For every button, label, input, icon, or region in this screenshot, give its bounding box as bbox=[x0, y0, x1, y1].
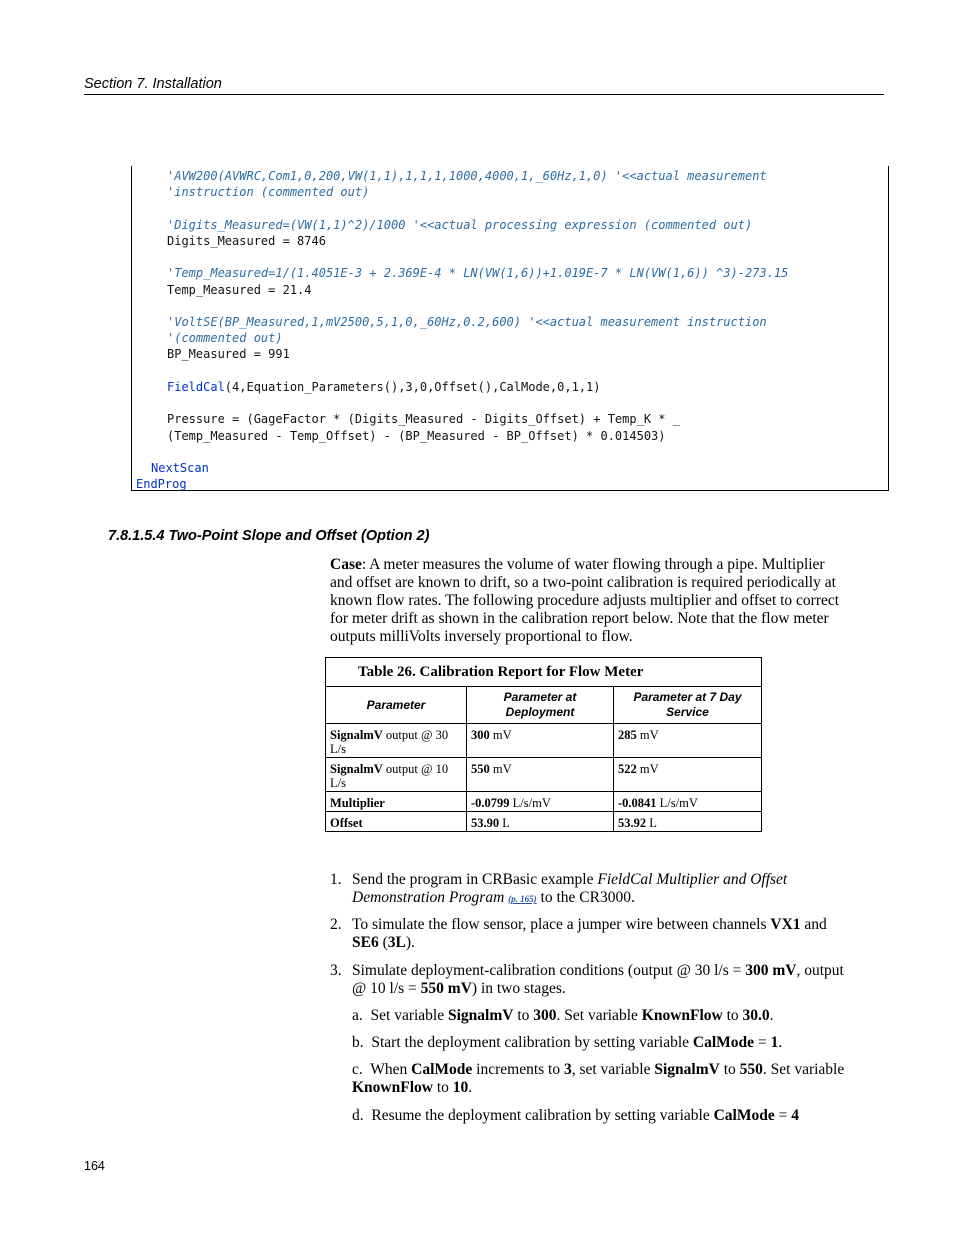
code-keyword-line: NextScan bbox=[151, 461, 209, 475]
code-comment-line: 'instruction (commented out) bbox=[167, 185, 370, 199]
table-cell: -0.0799 L/s/mV bbox=[467, 792, 614, 812]
case-paragraph bbox=[330, 556, 850, 646]
table-header: Parameter at 7 Day Service bbox=[614, 687, 762, 724]
list-item: 3. Simulate deployment-calibration conditions (output @ 30 l/s = 300 mV, output @ 10 l/s = 550 mV) in two stages. bbox=[330, 962, 844, 997]
table-header: Parameter at Deployment bbox=[467, 687, 614, 724]
table-cell: Offset bbox=[326, 812, 467, 832]
table-cell: 522 mV bbox=[614, 758, 762, 792]
table-cell: SignalmV output @ 10 L/s bbox=[326, 758, 467, 792]
table-cell: SignalmV output @ 30 L/s bbox=[326, 724, 467, 758]
section-subheading: 7.8.1.5.4 Two-Point Slope and Offset (Option 2) bbox=[108, 528, 430, 544]
table-row bbox=[326, 724, 762, 758]
list-item: b. Start the deployment calibration by setting variable CalMode = 1. bbox=[352, 1034, 783, 1051]
code-listing bbox=[131, 166, 889, 491]
list-item: a. Set variable SignalmV to 300. Set variable KnownFlow to 30.0. bbox=[352, 1007, 774, 1024]
table-row bbox=[326, 758, 762, 792]
calibration-table bbox=[325, 657, 762, 832]
list-item: 1. Send the program in CRBasic example FieldCal Multiplier and Offset Demonstration Program (p. 165) to the CR3000. bbox=[330, 871, 788, 906]
code-args: (4,Equation_Parameters(),3,0,Offset(),CalMode,0,1,1) bbox=[224, 380, 601, 394]
page-reference-link[interactable]: (p. 165) bbox=[508, 894, 537, 904]
case-label: Case bbox=[330, 556, 362, 573]
table-cell: Multiplier bbox=[326, 792, 467, 812]
code-comment-line: 'Temp_Measured=1/(1.4051E-3 + 2.369E-4 * LN(VW(1,6))+1.019E-7 * LN(VW(1,6)) ^3)-273.15 bbox=[167, 266, 789, 280]
code-line: Pressure = (GageFactor * (Digits_Measured - Digits_Offset) + Temp_K * _ bbox=[167, 412, 680, 426]
code-comment-line: 'AVW200(AVWRC,Com1,0,200,VW(1,1),1,1,1,1000,4000,1,_60Hz,1,0) '<<actual measurement bbox=[167, 169, 767, 183]
table-header-row bbox=[326, 687, 762, 724]
code-line: (Temp_Measured - Temp_Offset) - (BP_Measured - BP_Offset) * 0.014503) bbox=[167, 429, 666, 443]
table-row bbox=[326, 812, 762, 832]
code-comment-line: 'Digits_Measured=(VW(1,1)^2)/1000 '<<actual processing expression (commented out) bbox=[167, 218, 753, 232]
code-line bbox=[167, 379, 600, 395]
table-cell: 550 mV bbox=[467, 758, 614, 792]
list-item: 2. To simulate the flow sensor, place a jumper wire between channels VX1 and SE6 (3L). bbox=[330, 916, 827, 951]
list-item: d. Resume the deployment calibration by setting variable CalMode = 4 bbox=[352, 1107, 799, 1124]
table-row bbox=[326, 792, 762, 812]
table-cell: 285 mV bbox=[614, 724, 762, 758]
table-cell: 53.92 L bbox=[614, 812, 762, 832]
table-cell: 53.90 L bbox=[467, 812, 614, 832]
code-line: BP_Measured = 991 bbox=[167, 347, 290, 361]
list-item: c. When CalMode increments to 3, set variable SignalmV to 550. Set variable KnownFlow to 10. bbox=[352, 1061, 845, 1096]
table-cell: 300 mV bbox=[467, 724, 614, 758]
code-line: Digits_Measured = 8746 bbox=[167, 234, 326, 248]
code-line: Temp_Measured = 21.4 bbox=[167, 283, 312, 297]
page-number: 164 bbox=[84, 1159, 105, 1173]
table-header: Parameter bbox=[326, 687, 467, 724]
code-keyword: FieldCal bbox=[167, 380, 225, 394]
code-comment-line: 'VoltSE(BP_Measured,1,mV2500,5,1,0,_60Hz,0.2,600) '<<actual measurement instruction bbox=[167, 315, 767, 329]
code-comment-line: '(commented out) bbox=[167, 331, 283, 345]
table-caption: Table 26. Calibration Report for Flow Meter bbox=[326, 658, 762, 687]
table-cell: -0.0841 L/s/mV bbox=[614, 792, 762, 812]
running-header: Section 7. Installation bbox=[84, 76, 884, 95]
case-text: : A meter measures the volume of water flowing through a pipe. Multiplier and offset are known to drift, so a two-point calibration is required periodically at known flow rates. The following procedure adjusts multiplier and offset to correct for meter drift as shown in the calibration report below. Note that the flow meter outputs milliVolts inversely proportional to flow. bbox=[330, 556, 840, 645]
code-keyword-line: EndProg bbox=[136, 477, 187, 491]
